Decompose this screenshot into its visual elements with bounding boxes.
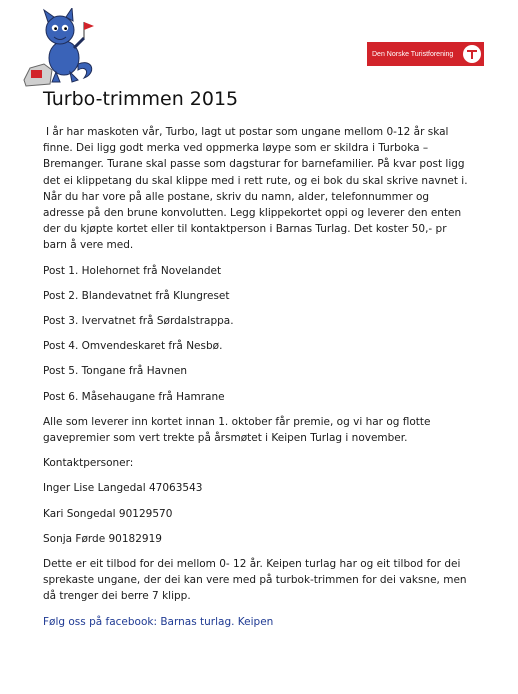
document-body (43, 124, 468, 630)
contact-section (43, 455, 468, 547)
contact-person: Kari Songedal 90129570 (43, 507, 173, 520)
contact-person: Sonja Førde 90182919 (43, 532, 162, 545)
list-item: Post 6. Måsehaugane frå Hamrane (43, 390, 225, 403)
post-list (43, 263, 468, 405)
dnt-logo (367, 42, 484, 66)
list-item: Post 3. Ivervatnet frå Sørdalstrappa. (43, 315, 234, 328)
contact-person: Inger Lise Langedal 47063543 (43, 482, 203, 495)
turbo-mascot-illustration (22, 8, 98, 88)
list-item: Post 5. Tongane frå Havnen (43, 365, 188, 378)
list-item: Post 2. Blandevatnet frå Klungreset (43, 289, 230, 302)
contacts-heading: Kontaktpersoner: (43, 457, 134, 470)
logo-text: Den Norske Turistforening (372, 50, 454, 58)
list-item: Post 1. Holehornet frå Novelandet (43, 264, 222, 277)
list-item: Post 4. Omvendeskaret frå Nesbø. (43, 340, 223, 353)
intro-paragraph: I år har maskoten vår, Turbo, lagt ut postar som ungane mellom 0-12 år skal finne. Dei ligg godt merka ved oppmerka løype som er skildra i Turboka – Bremanger. Turane skal passe som dagsturar for barnefamilier. På kvar post ligg det ei klippetang du skal klippe med i rett rute, og ei bok du skal skrive navnet i. Når du har vore på alle postane, skriv du namn, alder, telefonnummer og adresse på den brune konvolutten. Legg klippekortet oppi og leverer den enten der du kjøpte kortet eller til kontaktperson i Barnas Turlag. Det koster 50,- pr barn å vere med. (43, 126, 468, 252)
closing-paragraph: Dette er eit tilbod for dei mellom 0- 12 år. Keipen turlag har og eit tilbod for dei sprekaste ungane, der dei kan vere med på turbok-trimmen for dei vaksne, men då trenger dei berre 7 klipp. (43, 558, 467, 603)
page-title: Turbo-trimmen 2015 (43, 88, 239, 110)
prize-paragraph: Alle som leverer inn kortet innan 1. oktober får premie, og vi har og flotte gavepremier som vert trekte på årsmøtet i Keipen Turlag i november. (43, 415, 431, 445)
facebook-line: Følg oss på facebook: Barnas turlag. Keipen (43, 615, 274, 628)
dnt-emblem-icon (463, 45, 481, 63)
